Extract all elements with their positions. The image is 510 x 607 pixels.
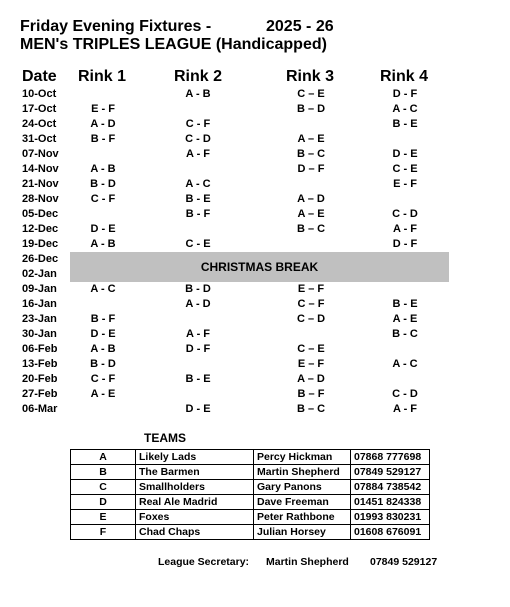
fixture-rink-1: A - E — [90, 388, 116, 400]
fixture-rink-1: A - C — [90, 283, 116, 295]
fixture-rink-2: C - E — [185, 238, 211, 250]
fixture-rink-3: B – C — [296, 223, 326, 235]
fixture-rink-3: B – F — [297, 388, 325, 400]
fixture-rink-1: C - F — [90, 193, 116, 205]
team-phone: 07868 777698 — [351, 450, 430, 465]
fixture-rink-2: A - C — [185, 178, 211, 190]
fixture-rink-1: A - B — [90, 163, 116, 175]
fixture-rink-1: D - E — [90, 223, 116, 235]
team-row — [71, 525, 430, 540]
fixture-rink-2: B - D — [185, 283, 211, 295]
team-name: The Barmen — [136, 465, 254, 480]
fixture-rink-4: B - E — [392, 118, 418, 130]
fixture-date: 20-Feb — [22, 373, 58, 385]
fixture-rink-4: D - F — [392, 88, 418, 100]
fixture-date: 27-Feb — [22, 388, 58, 400]
team-name: Chad Chaps — [136, 525, 254, 540]
team-letter: F — [71, 525, 136, 540]
team-row — [71, 495, 430, 510]
secretary-label: League Secretary: — [158, 556, 250, 568]
fixture-rink-3: B – C — [296, 148, 326, 160]
team-row — [71, 480, 430, 495]
fixture-rink-1: B - D — [90, 358, 116, 370]
teams-table — [70, 449, 430, 540]
fixture-date: 28-Nov — [22, 193, 59, 205]
christmas-break-banner: CHRISTMAS BREAK — [70, 252, 449, 282]
fixture-rink-4: C - E — [392, 163, 418, 175]
fixture-rink-1: C - F — [90, 373, 116, 385]
fixture-rink-4: D - E — [392, 148, 418, 160]
fixture-rink-1: A - B — [90, 238, 116, 250]
header-rink-4: Rink 4 — [380, 68, 429, 85]
team-phone: 07884 738542 — [351, 480, 430, 495]
fixture-date: 19-Dec — [22, 238, 59, 250]
header-rink-1: Rink 1 — [78, 68, 127, 85]
fixture-rink-2: C - D — [185, 133, 211, 145]
team-letter: C — [71, 480, 136, 495]
fixture-date: 30-Jan — [22, 328, 57, 340]
secretary-name: Martin Shepherd — [266, 556, 349, 568]
fixture-date: 12-Dec — [22, 223, 59, 235]
fixture-date: 16-Jan — [22, 298, 57, 310]
team-row — [71, 510, 430, 525]
fixture-date: 26-Dec — [22, 253, 59, 265]
fixture-rink-4: A - C — [392, 358, 418, 370]
fixture-rink-2: C - F — [185, 118, 211, 130]
team-name: Smallholders — [136, 480, 254, 495]
fixture-date: 31-Oct — [22, 133, 57, 145]
fixture-date: 06-Feb — [22, 343, 58, 355]
fixture-date: 02-Jan — [22, 268, 57, 280]
header-date: Date — [22, 68, 57, 85]
fixture-rink-4: A - E — [392, 313, 418, 325]
fixture-rink-2: D - E — [185, 403, 211, 415]
fixture-date: 10-Oct — [22, 88, 57, 100]
fixture-rink-1: D - E — [90, 328, 116, 340]
fixture-date: 09-Jan — [22, 283, 57, 295]
fixture-rink-1: B - D — [90, 178, 116, 190]
team-letter: B — [71, 465, 136, 480]
fixture-rink-4: A - F — [392, 403, 418, 415]
fixture-date: 17-Oct — [22, 103, 57, 115]
fixture-rink-2: A - F — [185, 328, 211, 340]
title-text: Friday Evening Fixtures - — [20, 18, 212, 35]
fixture-rink-3: C – E — [297, 88, 325, 100]
team-contact: Dave Freeman — [254, 495, 351, 510]
team-contact: Julian Horsey — [254, 525, 351, 540]
fixture-rink-3: C – F — [297, 298, 325, 310]
fixture-rink-2: B - E — [185, 193, 211, 205]
fixture-rink-3: B – C — [296, 403, 326, 415]
fixture-rink-4: D - F — [392, 238, 418, 250]
fixture-rink-3: B – D — [296, 103, 326, 115]
fixture-rink-3: A – E — [297, 208, 325, 220]
fixture-rink-4: A - C — [392, 103, 418, 115]
team-phone: 01993 830231 — [351, 510, 430, 525]
fixture-rink-3: A – D — [297, 193, 325, 205]
team-contact: Gary Panons — [254, 480, 351, 495]
fixture-rink-2: A - F — [185, 148, 211, 160]
fixture-rink-4: E - F — [393, 178, 417, 190]
fixture-rink-4: A - F — [392, 223, 418, 235]
team-contact: Martin Shepherd — [254, 465, 351, 480]
fixture-date: 06-Mar — [22, 403, 58, 415]
page-title — [20, 18, 334, 36]
team-contact: Peter Rathbone — [254, 510, 351, 525]
header-rink-2: Rink 2 — [174, 68, 223, 85]
fixture-date: 07-Nov — [22, 148, 59, 160]
fixture-rink-2: B - F — [185, 208, 211, 220]
teams-heading: TEAMS — [144, 431, 186, 445]
team-phone: 01451 824338 — [351, 495, 430, 510]
fixture-date: 24-Oct — [22, 118, 57, 130]
fixture-rink-3: E – F — [297, 283, 325, 295]
fixture-rink-1: A - B — [90, 343, 116, 355]
fixture-rink-2: D - F — [185, 343, 211, 355]
team-phone: 01608 676091 — [351, 525, 430, 540]
fixture-rink-4: C - D — [392, 388, 418, 400]
secretary-phone: 07849 529127 — [370, 556, 438, 568]
fixture-rink-3: A – D — [297, 373, 325, 385]
fixture-rink-4: B - E — [392, 298, 418, 310]
fixture-date: 23-Jan — [22, 313, 57, 325]
season: 2025 - 26 — [266, 18, 334, 35]
team-name: Real Ale Madrid — [136, 495, 254, 510]
fixture-rink-1: B - F — [90, 313, 116, 325]
fixture-date: 21-Nov — [22, 178, 59, 190]
fixture-rink-4: C - D — [392, 208, 418, 220]
team-letter: A — [71, 450, 136, 465]
fixture-rink-3: D – F — [297, 163, 325, 175]
fixture-rink-1: B - F — [90, 133, 116, 145]
fixture-date: 14-Nov — [22, 163, 59, 175]
team-row — [71, 450, 430, 465]
fixture-date: 13-Feb — [22, 358, 58, 370]
team-name: Likely Lads — [136, 450, 254, 465]
fixture-rink-4: B - C — [392, 328, 418, 340]
header-rink-3: Rink 3 — [286, 68, 335, 85]
team-contact: Percy Hickman — [254, 450, 351, 465]
fixture-date: 05-Dec — [22, 208, 59, 220]
fixture-rink-3: A – E — [297, 133, 325, 145]
team-name: Foxes — [136, 510, 254, 525]
fixture-rink-2: A - B — [185, 88, 211, 100]
league-subtitle: MEN's TRIPLES LEAGUE (Handicapped) — [20, 36, 327, 53]
fixture-rink-2: B - E — [185, 373, 211, 385]
fixture-rink-3: E – F — [297, 358, 325, 370]
team-phone: 07849 529127 — [351, 465, 430, 480]
fixture-rink-1: E - F — [91, 103, 115, 115]
fixture-rink-3: C – E — [297, 343, 325, 355]
fixture-rink-2: A - D — [185, 298, 211, 310]
fixture-rink-1: A - D — [90, 118, 116, 130]
fixture-rink-3: C – D — [296, 313, 326, 325]
team-letter: D — [71, 495, 136, 510]
team-letter: E — [71, 510, 136, 525]
team-row — [71, 465, 430, 480]
